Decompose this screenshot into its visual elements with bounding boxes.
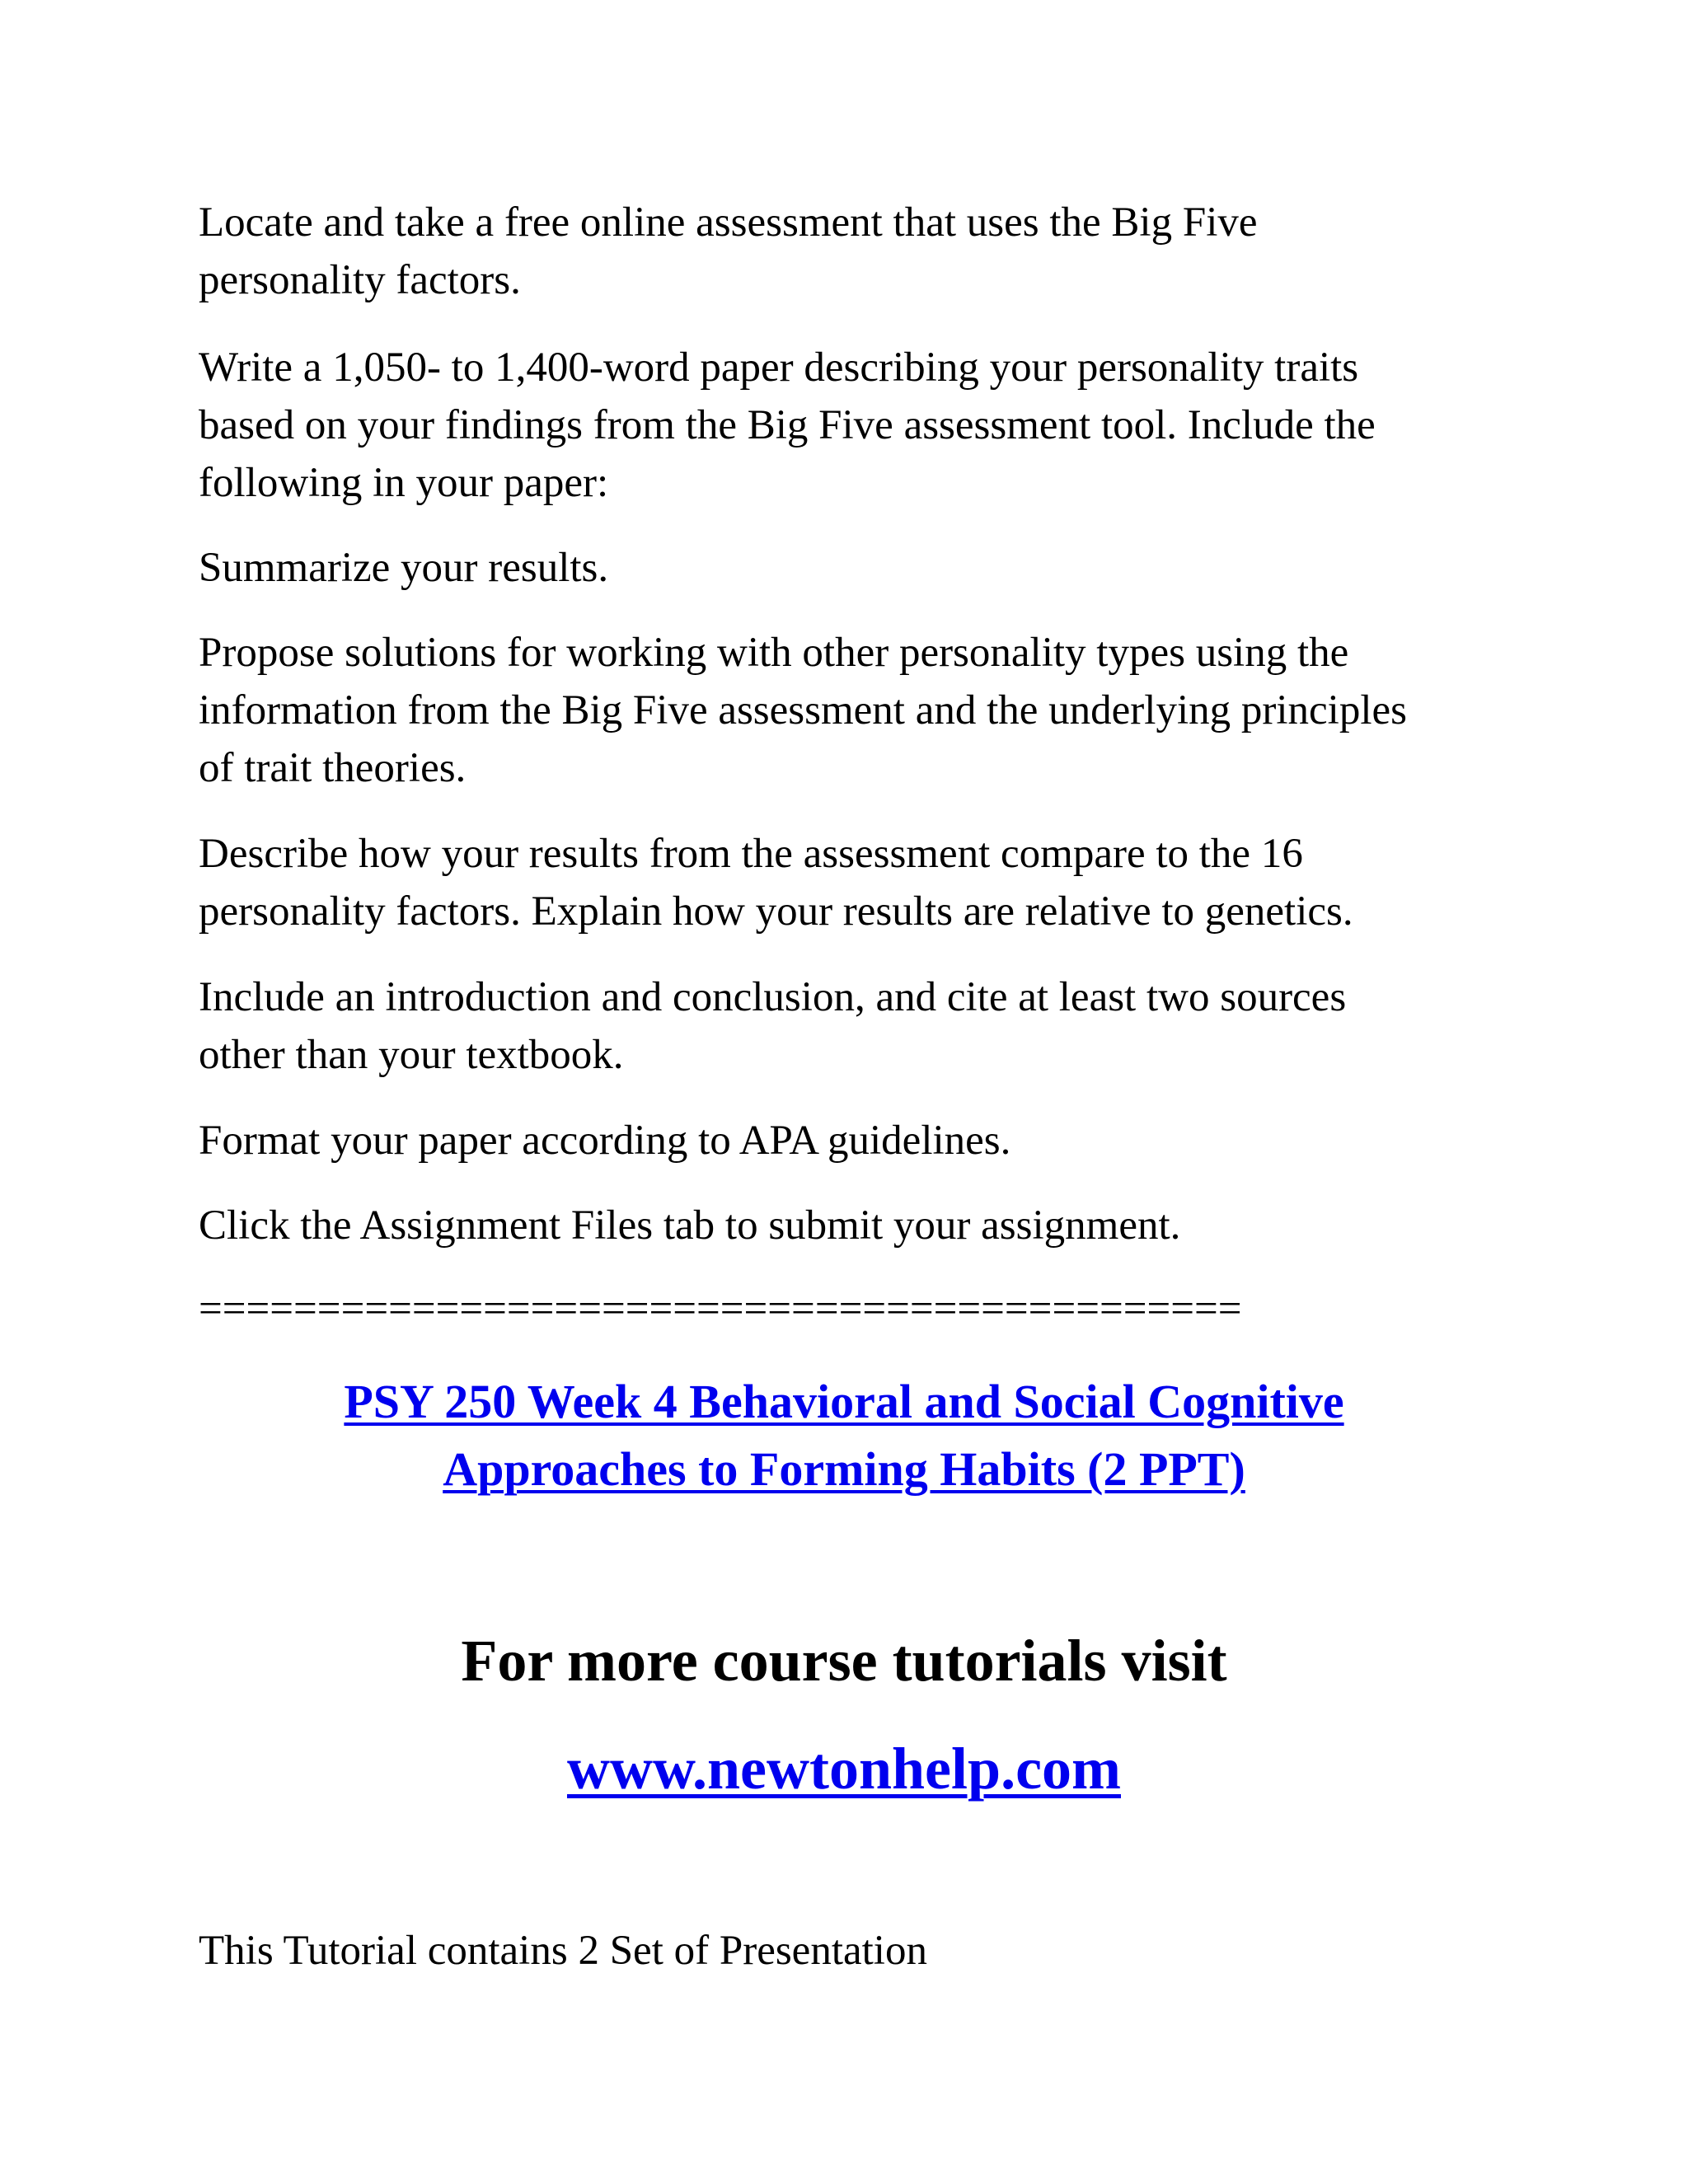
paragraph-apa-format: Format your paper according to APA guidelines. [199, 1118, 1011, 1164]
paragraph-summarize: Summarize your results. [199, 545, 609, 591]
paragraph-propose-solutions: Propose solutions for working with other personality types using the information from the Big Five assessment and the underlying principles of trait theories. [199, 630, 1407, 791]
paragraph-assessment-intro: Locate and take a free online assessment that uses the Big Five personality factors. [199, 199, 1258, 303]
promo-heading: For more course tutorials visit [461, 1628, 1227, 1694]
tutorial-contents-text: This Tutorial contains 2 Set of Presentation [199, 1928, 927, 1974]
website-link[interactable]: www.newtonhelp.com [566, 1736, 1121, 1802]
paragraph-compare-results: Describe how your results from the assessment compare to the 16 personality factors. Explain how your results are relative to genetics. [199, 831, 1353, 935]
paragraph-paper-requirements: Write a 1,050- to 1,400-word paper describing your personality traits based on your findings from the Big Five assessment tool. Include the following in your paper: [199, 344, 1376, 506]
course-title-link[interactable]: PSY 250 Week 4 Behavioral and Social Cognitive Approaches to Forming Habits (2 PPT) [344, 1375, 1344, 1496]
paragraph-submit-instructions: Click the Assignment Files tab to submit your assignment. [199, 1202, 1181, 1249]
separator-line: ============================================ [199, 1286, 1242, 1332]
paragraph-intro-conclusion: Include an introduction and conclusion, and cite at least two sources other than your textbook. [199, 974, 1347, 1078]
